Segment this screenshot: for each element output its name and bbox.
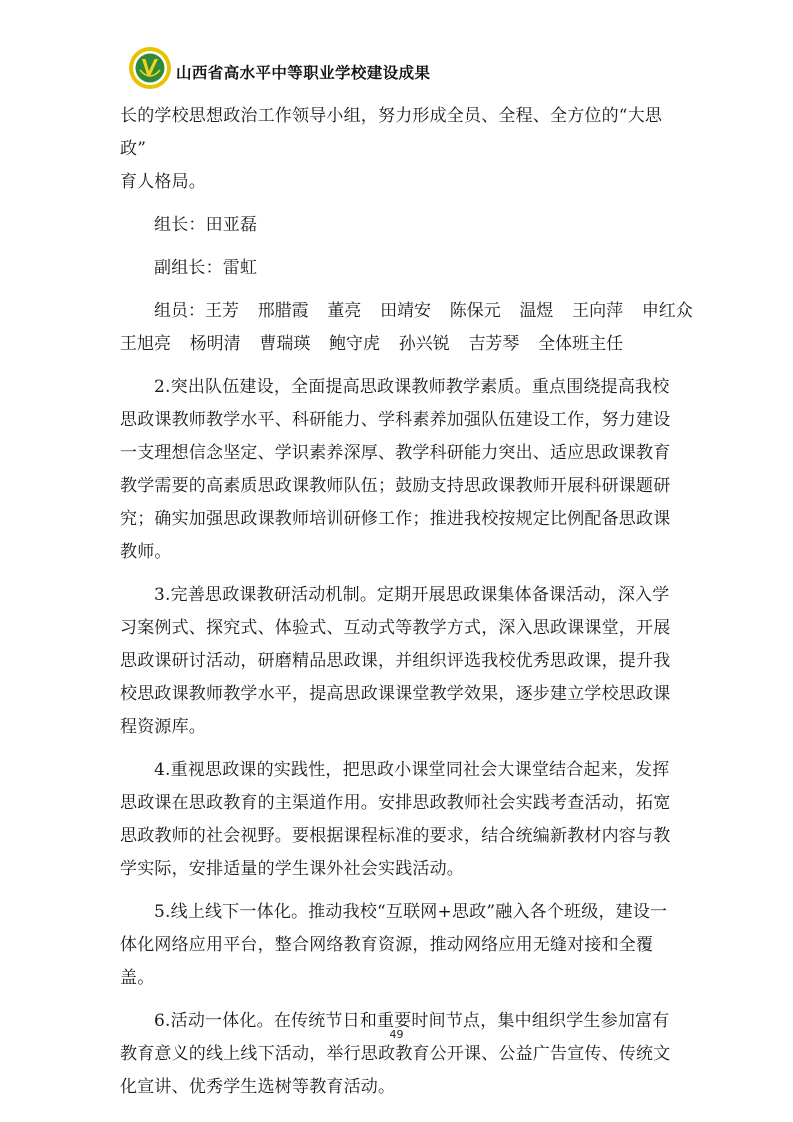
members-row-1: [120, 295, 693, 328]
paragraph-intro-line-1: 长的学校思想政治工作领导小组，努力形成全员、全程、全方位的“大思政”: [120, 106, 663, 159]
document-body: [120, 100, 693, 1104]
header-title: 山西省高水平中等职业学校建设成果: [176, 64, 431, 82]
member-name: 杨明清: [189, 334, 241, 354]
member-name: 温煜: [519, 301, 554, 321]
member-name: 曹瑞瑛: [259, 334, 311, 354]
paragraph-4: 4.重视思政课的实践性，把思政小课堂同社会大课堂结合起来，发挥思政课在思政教育的主渠道作用。安排思政教师社会实践考查活动，拓宽思政教师的社会视野。要根据课程标准的要求，结合统编新教材内容与教学实际，安排适量的学生课外社会实践活动。: [120, 760, 671, 879]
paragraph-6: 6.活动一体化。在传统节日和重要时间节点，集中组织学生参加富有教育意义的线上线下活动，举行思政教育公开课、公益广告宣传、传统文化宣讲、优秀学生选树等教育活动。: [120, 1011, 671, 1097]
paragraph-5: 5.线上线下一体化。推动我校“互联网+思政”融入各个班级，建设一体化网络应用平台，整合网络教育资源，推动网络应用无缝对接和全覆盖。: [120, 902, 668, 988]
leader-line: 组长：田亚磊: [154, 215, 258, 235]
member-name: 孙兴锐: [398, 334, 450, 354]
member-name: 邢腊霞: [257, 301, 309, 321]
page-header: [128, 46, 688, 90]
paragraph-3: 3.完善思政课教研活动机制。定期开展思政课集体备课活动，深入学习案例式、探究式、体验式、互动式等教学方式，深入思政课课堂，开展思政课研讨活动，研磨精品思政课，并组织评选我校优秀思政课，提升我校思政课教师教学水平，提高思政课课堂教学效果，逐步建立学校思政课程资源库。: [120, 585, 671, 737]
member-name: 王芳: [205, 301, 239, 321]
member-name: 鲍守虎: [329, 334, 381, 354]
members-row-2: [120, 328, 680, 361]
member-name: 王向萍: [572, 301, 624, 321]
member-name: 陈保元: [449, 301, 501, 321]
member-name: 吉芳琴: [468, 334, 520, 354]
member-name: 全体班主任: [538, 334, 624, 354]
page-number: 49: [389, 1028, 404, 1041]
paragraph-2: 2.突出队伍建设，全面提高思政课教师教学素质。重点围绕提高我校思政课教师教学水平、科研能力、学科素养加强队伍建设工作，努力建设一支理想信念坚定、学识素养深厚、教学科研能力突出、适应思政课教育教学需要的高素质思政课教师队伍；鼓励支持思政课教师开展科研课题研究；确实加强思政课教师培训研修工作；推进我校按规定比例配备思政课教师。: [120, 377, 671, 562]
members-label: 组员：: [154, 301, 205, 321]
member-name: 申红众: [641, 301, 693, 321]
paragraph-intro-line-2: 育人格局。: [120, 172, 206, 192]
member-name: 王旭亮: [120, 334, 171, 354]
deputy-line: 副组长：雷虹: [154, 258, 258, 278]
school-logo-icon: [128, 46, 172, 90]
member-name: 田靖安: [380, 301, 432, 321]
member-name: 董亮: [327, 301, 362, 321]
